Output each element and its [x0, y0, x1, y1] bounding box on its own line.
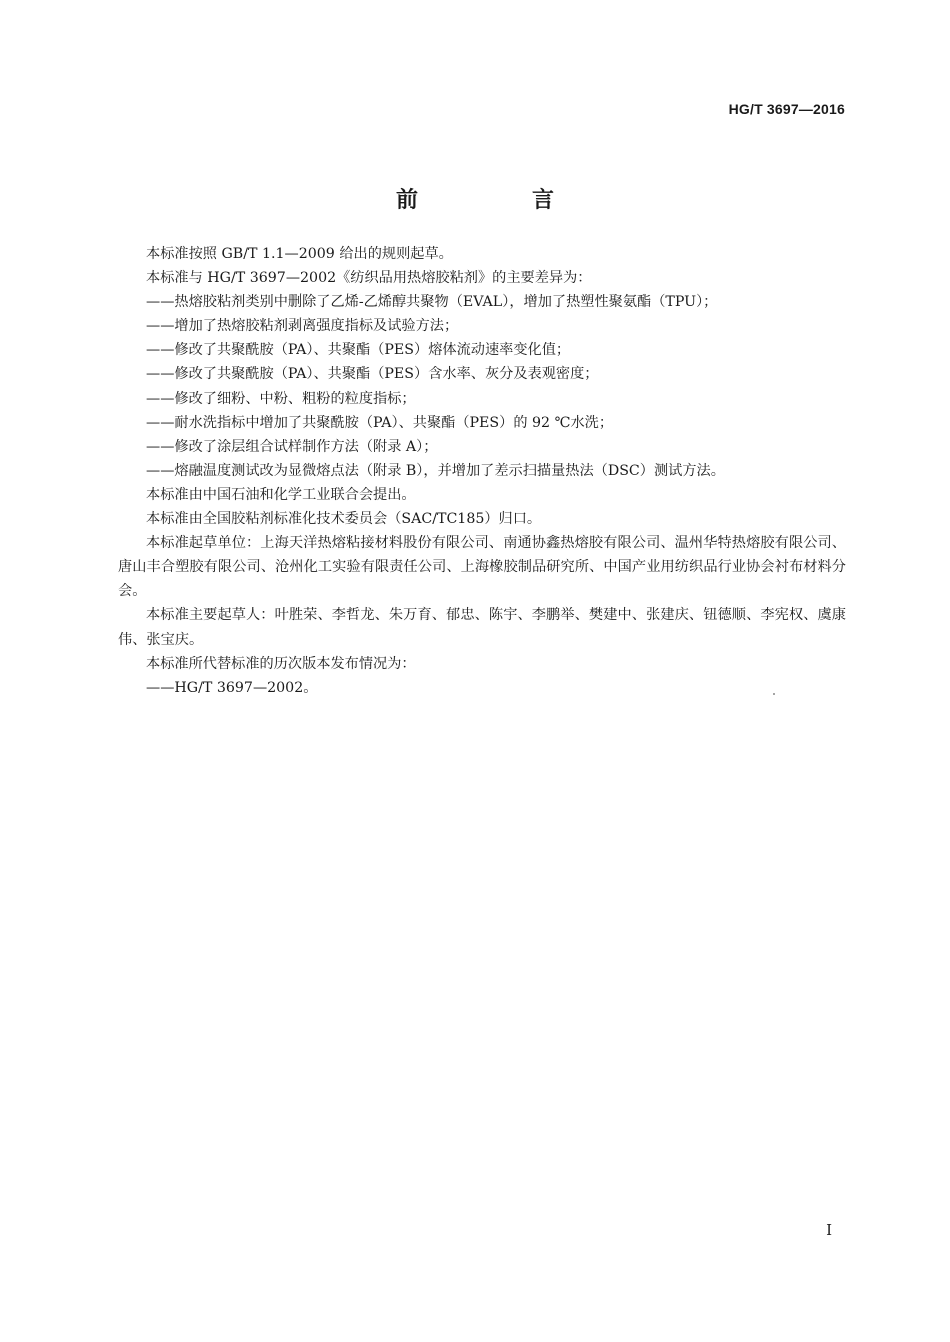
list-item: ——耐水洗指标中增加了共聚酰胺（PA）、共聚酯（PES）的 92 ℃水洗；: [146, 414, 614, 431]
paragraph-drafters: 本标准主要起草人：叶胜荣、李哲龙、朱万育、郁忠、陈宇、李鹏举、樊建中、张建庆、钮德顺、李宪权、虞康伟、张宝庆。: [118, 607, 846, 648]
paragraph-drafting-rule: 本标准按照 GB/T 1.1—2009 给出的规则起草。: [146, 246, 453, 262]
page-title: 前 言: [395, 188, 600, 213]
standard-code: HG/T 3697—2016: [728, 101, 845, 117]
paragraph-committee: 本标准由全国胶粘剂标准化技术委员会（SAC/TC185）归口。: [146, 511, 542, 528]
list-item: ——修改了共聚酰胺（PA）、共聚酯（PES）含水率、灰分及表观密度；: [146, 366, 599, 383]
list-item: ——修改了涂层组合试样制作方法（附录 A）；: [146, 438, 438, 455]
paragraph-history-intro: 本标准所代替标准的历次版本发布情况为：: [146, 655, 416, 672]
list-item: ——修改了共聚酰胺（PA）、共聚酯（PES）熔体流动速率变化值；: [146, 342, 571, 359]
foreword-body: [118, 242, 846, 700]
list-item: ——增加了热熔胶粘剂剥离强度指标及试验方法；: [146, 318, 459, 335]
list-item: ——热熔胶粘剂类别中删除了乙烯-乙烯醇共聚物（EVAL），增加了热塑性聚氨酯（TPU）；: [146, 294, 718, 311]
page-number: I: [826, 1221, 832, 1239]
scan-speck: [773, 693, 775, 695]
paragraph-proposer: 本标准由中国石油和化学工业联合会提出。: [146, 486, 416, 503]
list-item: ——熔融温度测试改为显微熔点法（附录 B），并增加了差示扫描量热法（DSC）测试方法。: [146, 462, 725, 479]
list-item: ——修改了细粉、中粉、粗粉的粒度指标；: [146, 390, 416, 407]
list-item: ——HG/T 3697—2002。: [146, 679, 318, 696]
paragraph-differences-intro: 本标准与 HG/T 3697—2002《纺织品用热熔胶粘剂》的主要差异为：: [146, 270, 592, 287]
paragraph-drafting-units: 本标准起草单位：上海天洋热熔粘接材料股份有限公司、南通协鑫热熔胶有限公司、温州华特热熔胶有限公司、唐山丰合塑胶有限公司、沧州化工实验有限责任公司、上海橡胶制品研究所、中国产业用纺织品行业协会衬布材料分会。: [118, 535, 846, 600]
